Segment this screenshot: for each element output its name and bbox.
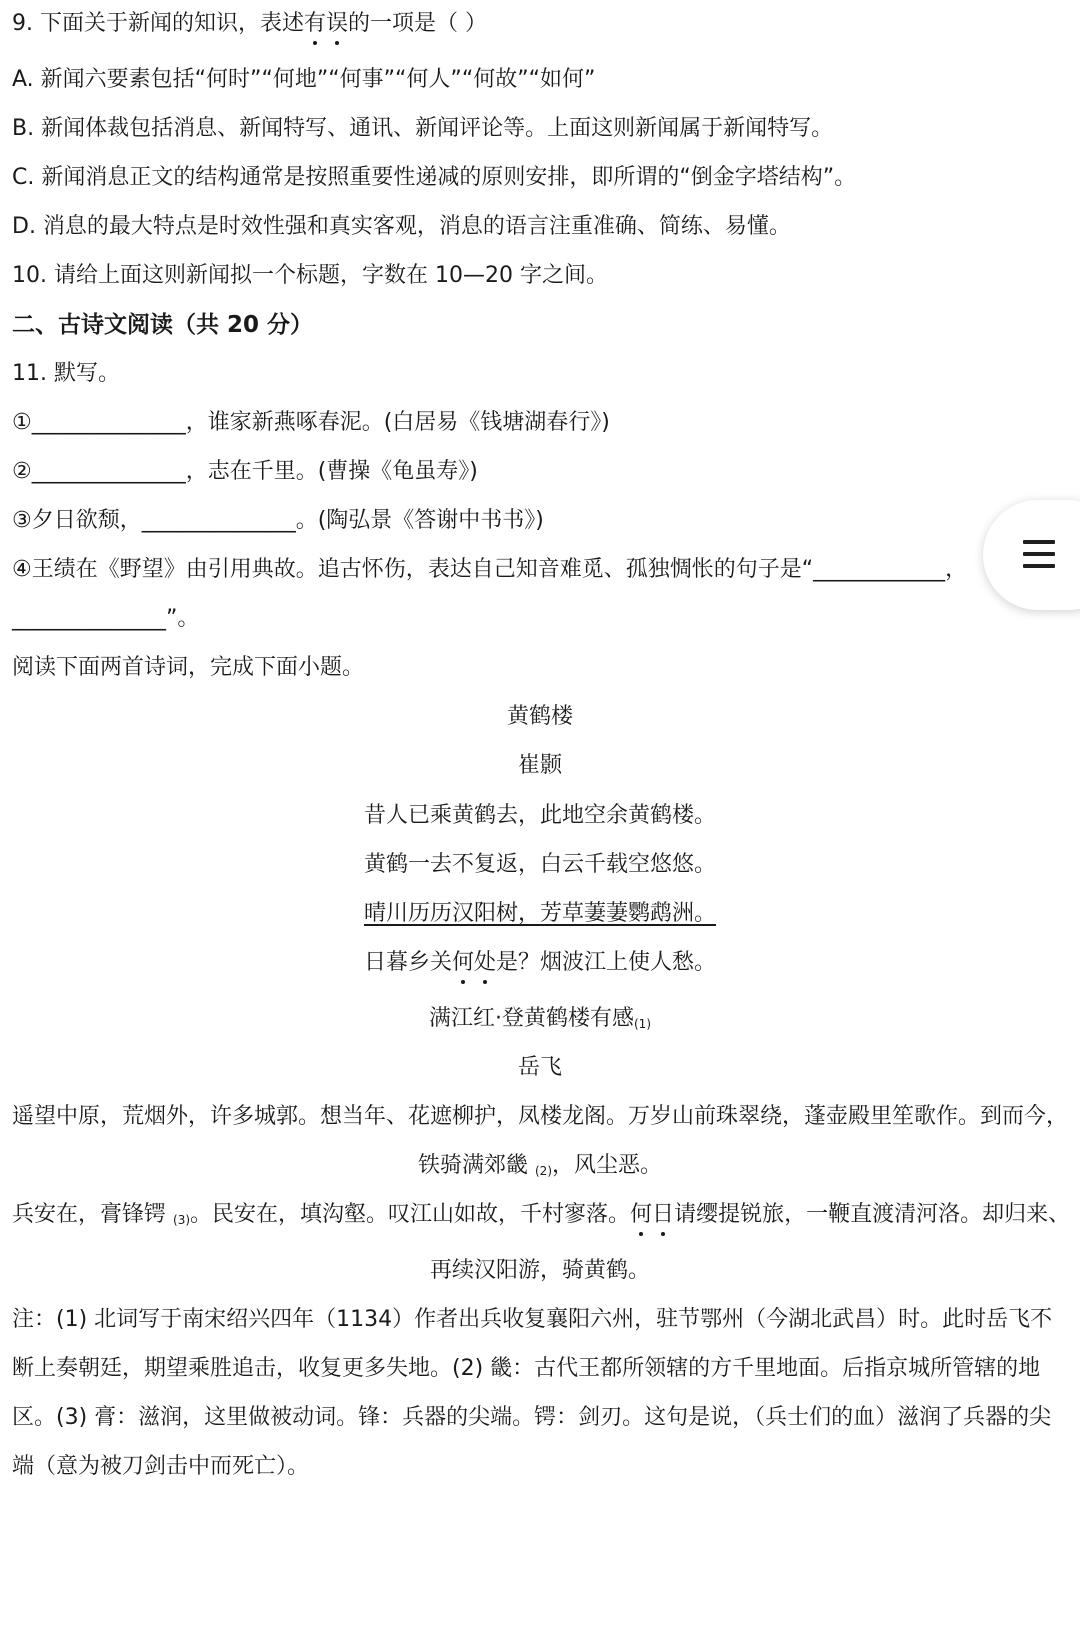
poem1-line-4: 日暮乡关何处是？烟波江上使人愁。 (0, 947, 1080, 979)
poem1-title: 黄鹤楼 (506, 704, 573, 729)
poem2-para-2: 铁骑满郊畿 $_{(2)}$，风尘恶。 (417, 1153, 663, 1178)
reading-intro: 阅读下面两首诗词，完成下面小题。 (12, 655, 365, 680)
notes-line-2: 断上奏朝廷，期望乘胜追击，收复更多失地。(2) 畿：古代王都所领辖的方千里地面。后指京城所管辖的地 (12, 1356, 1041, 1381)
q11-item-2: ②______________，志在千里。(曹操《龟虽寿》) (12, 459, 478, 484)
poem2-para-4: 再续汉阳游，骑黄鹤。 (429, 1258, 650, 1283)
q11-item-1: ①______________，谁家新燕啄春泥。(白居易《钱塘湖春行》) (12, 410, 610, 435)
q11-item-3: ③夕日欲颓，______________。(陶弘景《答谢中书书》) (12, 508, 544, 533)
poem2-para-3: 兵安在，膏锋锷 $_{(3)}$。民安在，填沟壑。叹江山如故，千村寥落。何日请缨提锐旅，一鞭直渡清河洛。却归来、 (12, 1199, 1068, 1236)
q11-item-4: ④王绩在《野望》由引用典故。追古怀伤，表达自己知音难觅、孤独惆怅的句子是“____________， (12, 557, 968, 582)
poem2-title: 满江红·登黄鹤楼有感$_{(1)}$ (429, 1006, 651, 1031)
poem1-line-2: 黄鹤一去不复返，白云千载空悠悠。 (363, 852, 716, 877)
poem1-author: 崔颢 (517, 753, 562, 778)
poem2-author: 岳飞 (517, 1055, 562, 1080)
floating-menu-button[interactable] (983, 500, 1080, 610)
poem1-line-3 (0, 898, 1080, 930)
notes-line-3: 区。(3) 膏：滋润，这里做被动词。锋：兵器的尖端。锷：剑刃。这句是说，（兵士们的血）滋润了兵器的尖 (12, 1405, 1052, 1430)
notes-line-1: 注：(1) 北词写于南宋绍兴四年（1134）作者出兵收复襄阳六州，驻节鄂州（今湖北武昌）时。此时岳飞不 (12, 1307, 1053, 1332)
poem1-line-1: 昔人已乘黄鹤去，此地空余黄鹤楼。 (363, 803, 716, 828)
poem2-para-1: 遥望中原，荒烟外，许多城郭。想当年、花遮柳护，凤楼龙阁。万岁山前珠翠绕，蓬壶殿里笙歌作。到而今， (12, 1104, 1069, 1129)
question-11-title: 11. 默写。 (12, 361, 120, 386)
q9-option-d: D. 消息的最大特点是时效性强和真实客观，消息的语言注重准确、简练、易懂。 (12, 214, 791, 239)
underlined-line: 晴川历历汉阳树，芳草萋萋鹦鹉洲。 (363, 901, 716, 926)
q9-option-b: B. 新闻体裁包括消息、新闻特写、通讯、新闻评论等。上面这则新闻属于新闻特写。 (12, 116, 834, 141)
q9-option-c: C. 新闻消息正文的结构通常是按照重要性递减的原则安排，即所谓的“倒金字塔结构”。 (12, 165, 857, 190)
q9-option-a: A. 新闻六要素包括“何时”“何地”“何事”“何人”“何故”“如何” (12, 67, 596, 92)
section-heading: 二、古诗文阅读（共 20 分） (12, 312, 314, 338)
question-9-stem: 9. 下面关于新闻的知识，表述有误的一项是（ ） (12, 8, 1068, 40)
hamburger-menu-icon[interactable] (1023, 540, 1055, 568)
question-10: 10. 请给上面这则新闻拟一个标题，字数在 10—20 字之间。 (12, 263, 608, 288)
notes-line-4: 端（意为被刀剑击中而死亡）。 (12, 1454, 310, 1479)
q11-item-4-cont: ______________”。 (12, 606, 200, 631)
